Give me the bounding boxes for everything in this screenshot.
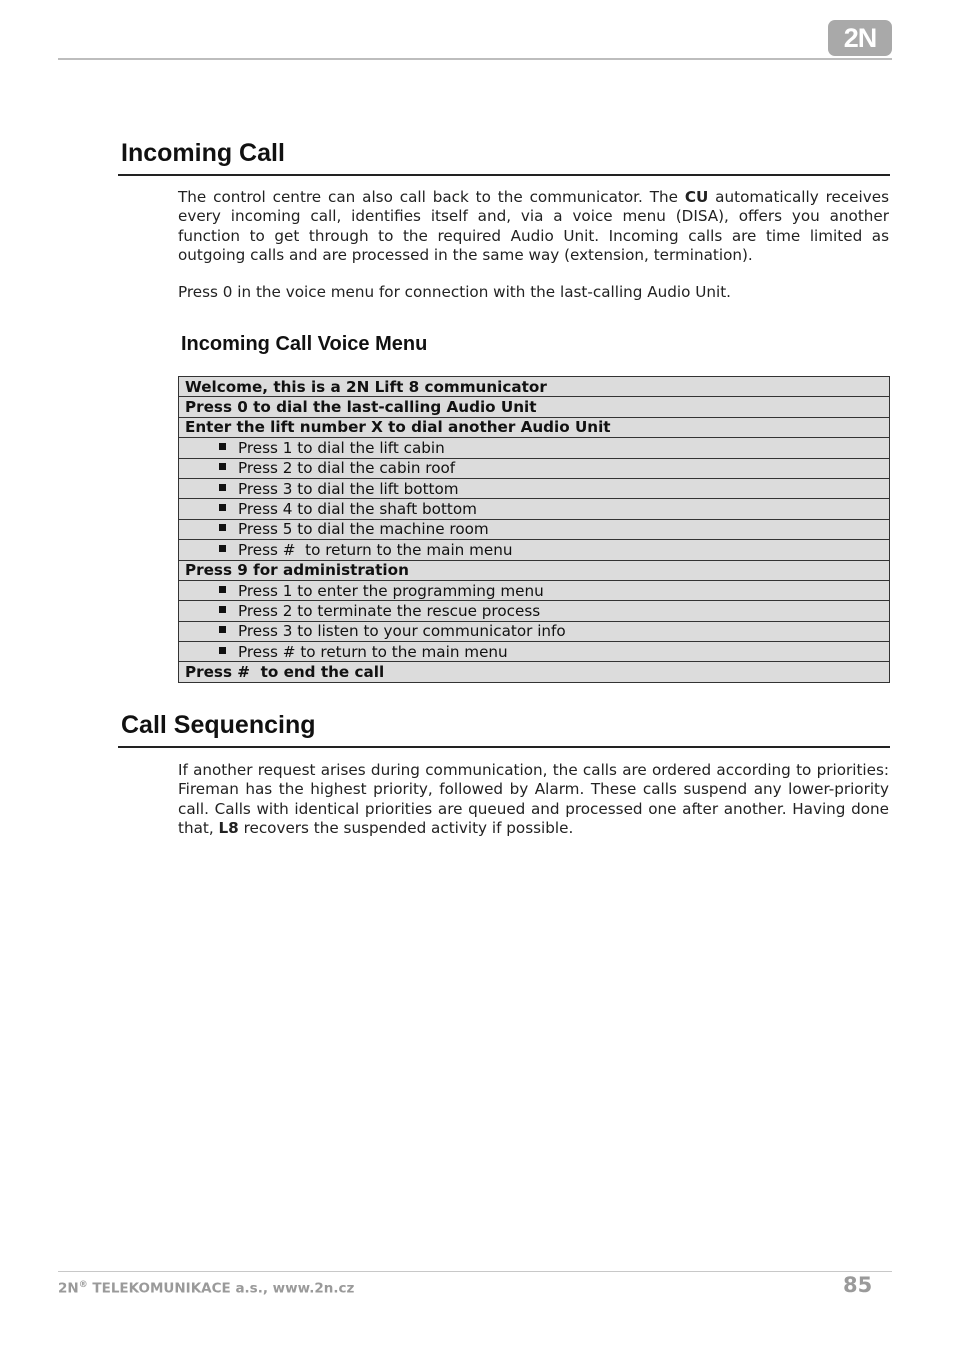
menu-item-text: Press 4 to dial the shaft bottom [238, 500, 477, 519]
menu-row [179, 621, 890, 641]
paragraph-text: The control centre can also call back to the communicator. The [178, 188, 685, 206]
menu-item-text: Press 1 to dial the lift cabin [238, 438, 445, 457]
menu-row [179, 377, 890, 397]
menu-item-text: Welcome, this is a 2N Lift 8 communicator [185, 377, 547, 396]
menu-row [179, 662, 890, 682]
paragraph-bold-term: CU [684, 188, 709, 206]
menu-row [179, 560, 890, 580]
menu-cell [179, 580, 890, 600]
square-bullet-icon [219, 606, 226, 613]
menu-item-text: Press 3 to dial the lift bottom [238, 479, 459, 498]
footer-company-prefix: 2N [58, 1280, 79, 1297]
menu-item-text: Press 2 to terminate the rescue process [238, 601, 541, 620]
menu-item-text: Press 9 for administration [185, 561, 409, 580]
menu-item-text: Press # to return to the main menu [238, 642, 508, 661]
paragraph-text: If another request arises during communication, the calls are ordered according to priorities: Fireman has the highest priority, followed by Alarm. These calls suspend any lower-priority call. Calls with identical priorities are queued and processed one after another. Having done that, [178, 761, 889, 838]
menu-item-text: Press 0 to dial the last-calling Audio Unit [185, 398, 537, 417]
menu-cell [179, 519, 890, 539]
menu-cell [179, 499, 890, 519]
menu-cell [179, 560, 890, 580]
footer-company-rest: TELEKOMUNIKACE a.s., www.2n.cz [87, 1280, 355, 1297]
square-bullet-icon [219, 626, 226, 633]
menu-row [179, 458, 890, 478]
paragraph-incoming-call-intro [178, 188, 889, 266]
menu-row [179, 417, 890, 437]
menu-item-text: Press 3 to listen to your communicator info [238, 622, 566, 641]
square-bullet-icon [219, 484, 226, 491]
menu-row [179, 478, 890, 498]
paragraph-press-zero: Press 0 in the voice menu for connection with the last-calling Audio Unit. [178, 283, 731, 301]
voice-menu-table [178, 376, 890, 683]
header-rule [58, 58, 892, 60]
section-title-incoming-call: Incoming Call [121, 139, 285, 167]
page-number: 85 [843, 1273, 873, 1297]
menu-cell [179, 458, 890, 478]
footer-company [58, 1280, 354, 1297]
paragraph-bold-term: L8 [218, 819, 239, 838]
menu-cell [179, 642, 890, 662]
menu-row [179, 601, 890, 621]
menu-cell [179, 417, 890, 437]
menu-cell [179, 397, 890, 417]
menu-item-text: Enter the lift number X to dial another Audio Unit [185, 418, 611, 437]
menu-item-text: Press 2 to dial the cabin roof [238, 459, 456, 478]
menu-row [179, 519, 890, 539]
square-bullet-icon [219, 647, 226, 654]
section-title-rule [118, 746, 890, 748]
square-bullet-icon [219, 586, 226, 593]
menu-row [179, 580, 890, 600]
logo-text: 2N [843, 23, 877, 53]
menu-cell [179, 377, 890, 397]
brand-logo [828, 20, 892, 56]
paragraph-text: automatically receives every incoming call, identifies itself and, via a voice menu (DISA), offers you another function to get through to the required Audio Unit. Incoming calls are time limited as outgoing calls and are processed in the same way (extension, termination). [178, 188, 889, 265]
menu-cell [179, 601, 890, 621]
menu-item-text: Press 1 to enter the programming menu [238, 581, 544, 600]
paragraph-text: recovers the suspended activity if possible. [238, 819, 574, 838]
footer-rule [58, 1271, 892, 1272]
menu-item-text: Press # to end the call [185, 663, 385, 682]
menu-cell [179, 662, 890, 682]
menu-item-text: Press 5 to dial the machine room [238, 520, 489, 539]
menu-row [179, 642, 890, 662]
square-bullet-icon [219, 463, 226, 470]
paragraph-call-sequencing [178, 761, 889, 839]
menu-cell [179, 438, 890, 458]
square-bullet-icon [219, 443, 226, 450]
menu-row [179, 540, 890, 560]
menu-row [179, 499, 890, 519]
menu-row [179, 438, 890, 458]
subheading-voice-menu: Incoming Call Voice Menu [181, 333, 428, 355]
square-bullet-icon [219, 524, 226, 531]
square-bullet-icon [219, 545, 226, 552]
menu-cell [179, 478, 890, 498]
menu-item-text: Press # to return to the main menu [238, 540, 513, 559]
menu-cell [179, 540, 890, 560]
square-bullet-icon [219, 504, 226, 511]
section-title-call-sequencing: Call Sequencing [121, 711, 316, 739]
menu-row [179, 397, 890, 417]
section-title-rule [118, 174, 890, 176]
menu-cell [179, 621, 890, 641]
registered-mark: ® [78, 1280, 88, 1290]
